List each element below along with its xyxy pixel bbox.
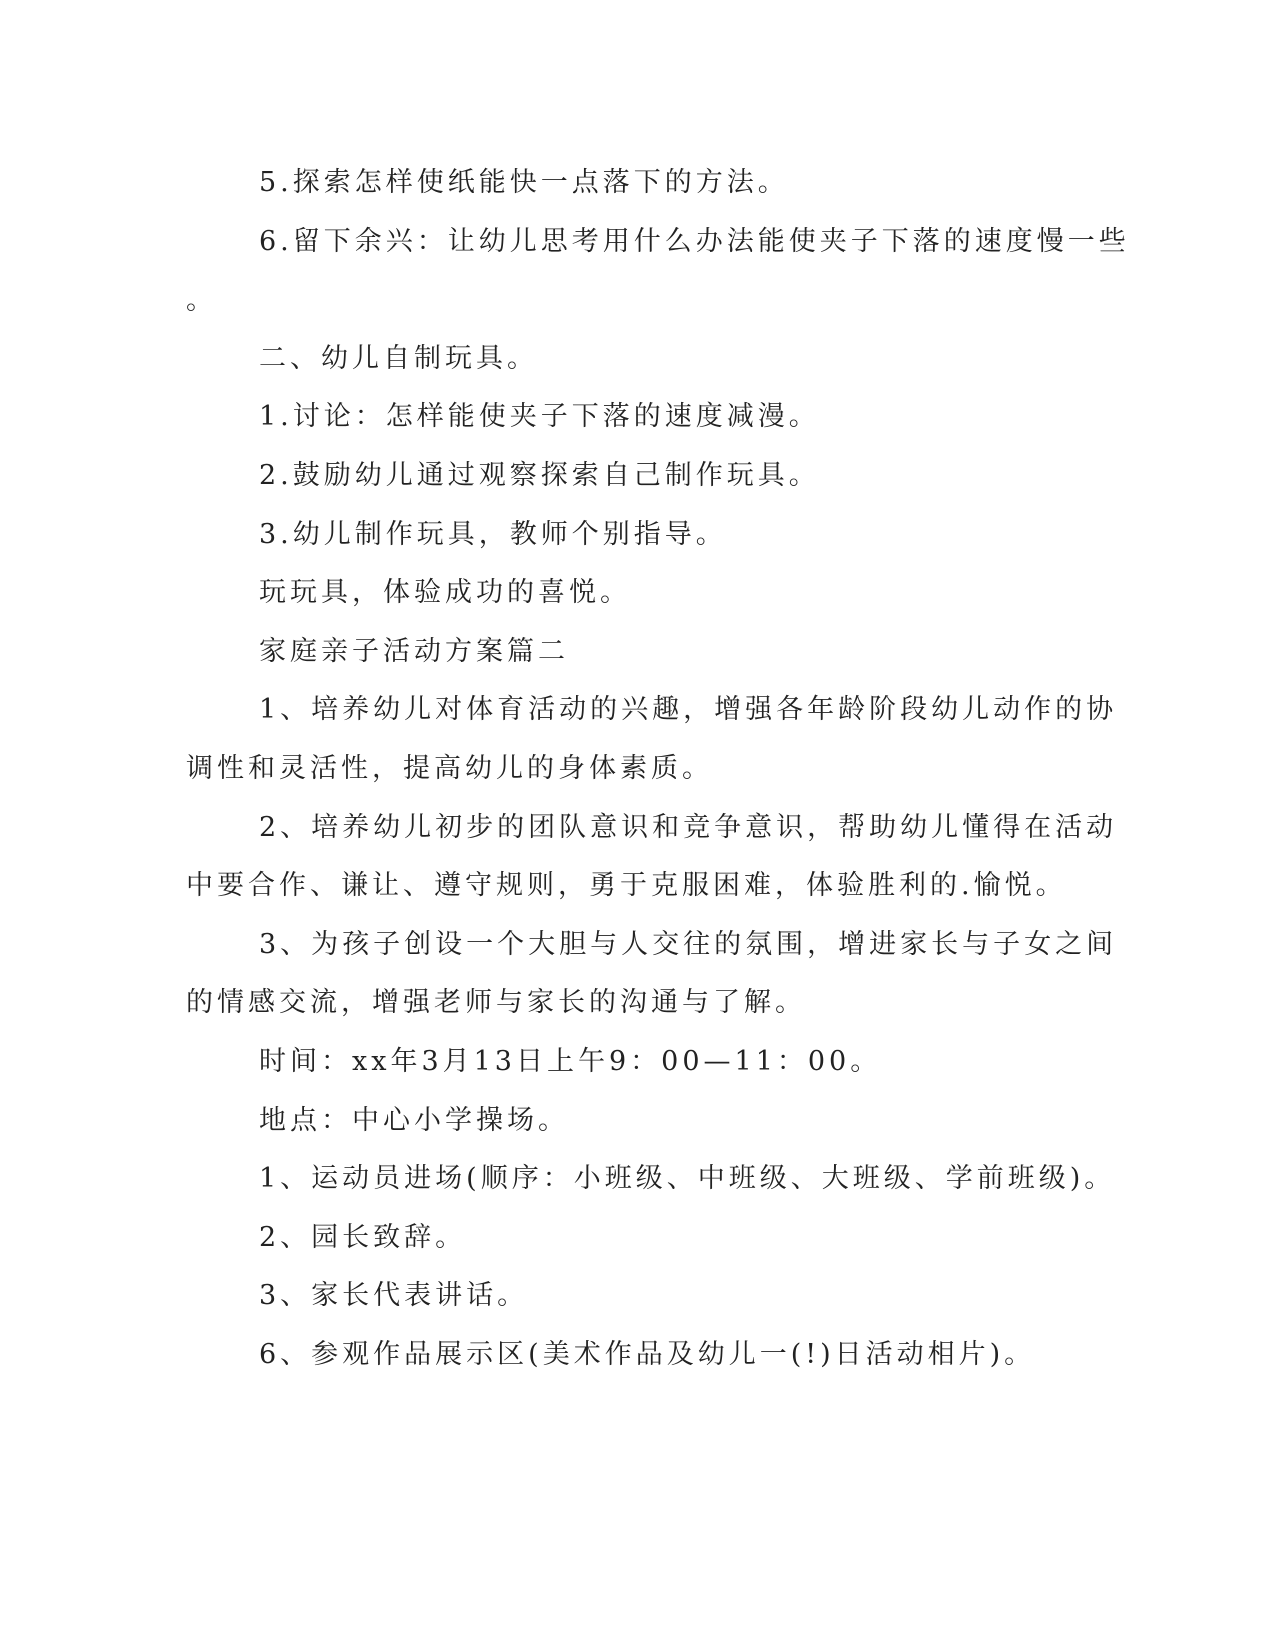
article-title: 家庭亲子活动方案篇二 (259, 636, 569, 667)
goal-2-line-2: 中要合作、谦让、遵守规则，勇于克服困难，体验胜利的.愉悦。 (186, 870, 1067, 901)
agenda-item-2: 2、园长致辞。 (259, 1222, 467, 1253)
agenda-item-6: 6、参观作品展示区(美术作品及幼儿一(!)日活动相片)。 (259, 1339, 1036, 1370)
goal-1-line-2: 调性和灵活性，提高幼儿的身体素质。 (186, 753, 713, 784)
agenda-item-3: 3、家长代表讲话。 (259, 1280, 529, 1311)
event-time: 时间：xx年3月13日上午9：00—11：00。 (259, 1046, 882, 1077)
agenda-item-1: 1、运动员进场(顺序：小班级、中班级、大班级、学前班级)。 (259, 1163, 1116, 1194)
paragraph-step-6: 6.留下余兴：让幼儿思考用什么办法能使夹子下落的速度慢一些 (259, 226, 1130, 257)
paragraph-step-5: 5.探索怎样使纸能快一点落下的方法。 (259, 167, 789, 198)
paragraph-step-6-continuation: 。 (186, 285, 217, 316)
goal-2-line-1: 2、培养幼儿初步的团队意识和竞争意识，帮助幼儿懂得在活动 (259, 812, 1118, 843)
goal-3-line-2: 的情感交流，增强老师与家长的沟通与了解。 (186, 987, 806, 1018)
paragraph-item-2: 2.鼓励幼儿通过观察探索自己制作玩具。 (259, 460, 820, 491)
paragraph-play: 玩玩具，体验成功的喜悦。 (259, 577, 631, 608)
paragraph-item-1: 1.讨论：怎样能使夹子下落的速度减漫。 (259, 401, 820, 432)
goal-1-line-1: 1、培养幼儿对体育活动的兴趣，增强各年龄阶段幼儿动作的协 (259, 694, 1118, 725)
goal-3-line-1: 3、为孩子创设一个大胆与人交往的氛围，增进家长与子女之间 (259, 929, 1118, 960)
paragraph-item-3: 3.幼儿制作玩具，教师个别指导。 (259, 519, 727, 550)
section-heading-2: 二、幼儿自制玩具。 (259, 343, 538, 374)
event-location: 地点：中心小学操场。 (259, 1105, 569, 1136)
